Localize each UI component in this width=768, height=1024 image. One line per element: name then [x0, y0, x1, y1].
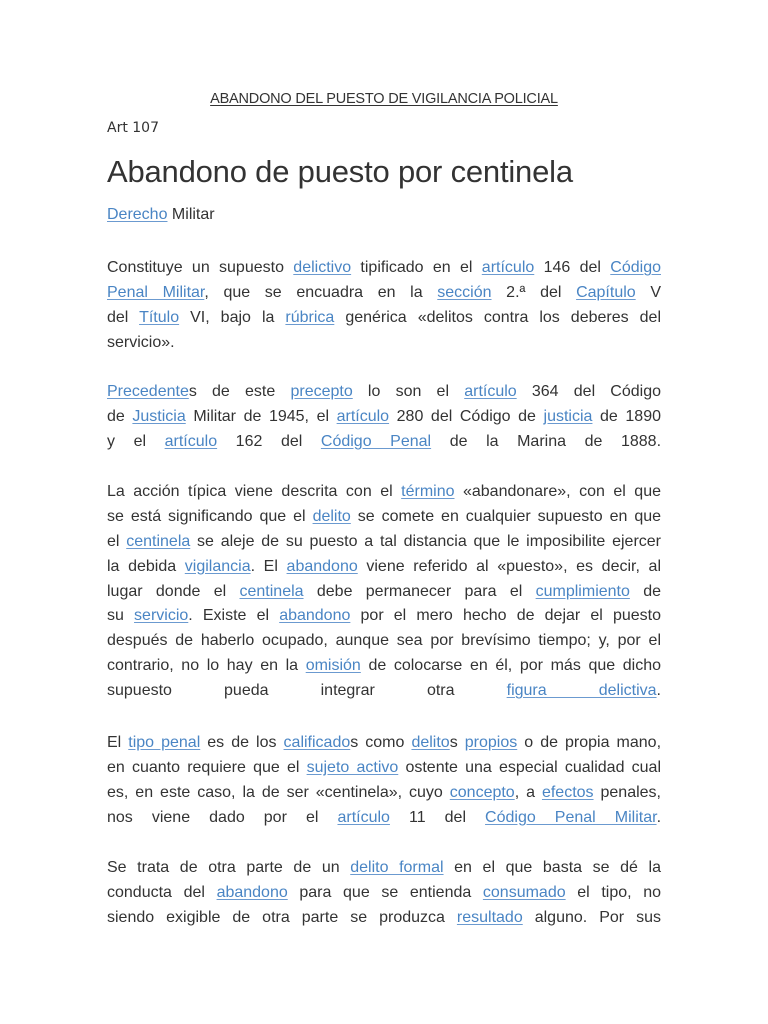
text-segment: después de haberlo ocupado, aunque sea por brevísimo tiempo; y, por el	[107, 632, 661, 650]
paragraph	[107, 480, 661, 704]
text-segment: V	[635, 283, 661, 301]
text-segment: Constituye un supuesto	[107, 259, 294, 276]
inline-link[interactable]: figura delictiva	[506, 682, 657, 700]
category-link[interactable]: Derecho	[107, 206, 168, 223]
text-line	[107, 480, 661, 505]
text-segment: ostente una especial cualidad cual	[398, 758, 661, 776]
text-segment: de la Marina de 1888.	[431, 432, 662, 450]
text-segment: contrario, no lo hay en la	[107, 657, 306, 675]
inline-link[interactable]: efectos	[541, 783, 594, 801]
text-line	[107, 430, 661, 455]
inline-link[interactable]: artículo	[336, 407, 390, 425]
text-segment: . El	[250, 557, 287, 575]
text-segment: s	[449, 734, 465, 751]
text-segment: se comete en cualquier supuesto en que	[350, 507, 662, 525]
text-segment: la debida	[107, 557, 185, 575]
text-segment: debe permanecer para el	[303, 582, 536, 600]
inline-link[interactable]: calificado	[283, 734, 351, 751]
text-line	[107, 731, 661, 756]
text-line	[107, 781, 661, 806]
category-text: Militar	[167, 206, 215, 223]
text-segment: 162 del	[217, 432, 321, 450]
inline-link[interactable]: Precedente	[107, 383, 189, 400]
text-line	[107, 380, 661, 405]
paragraph	[107, 731, 661, 831]
text-segment: La acción típica viene descrita con el	[107, 483, 402, 500]
text-segment: .	[656, 682, 661, 700]
text-segment: VI, bajo la	[179, 308, 286, 326]
category-line	[107, 206, 661, 224]
text-segment: viene referido al «puesto», es decir, al	[357, 557, 662, 575]
text-segment: Se trata de otra parte de un	[107, 859, 351, 876]
text-segment: del	[107, 308, 140, 326]
text-segment: o de propia mano,	[517, 734, 662, 751]
inline-link[interactable]: término	[401, 483, 455, 500]
inline-link[interactable]: artículo	[481, 259, 535, 276]
document-title: ABANDONO DEL PUESTO DE VIGILANCIA POLICIAL	[210, 91, 558, 107]
inline-link[interactable]: Código Penal Militar	[485, 808, 657, 826]
paragraph	[107, 380, 661, 455]
inline-link[interactable]: Título	[139, 308, 180, 326]
text-segment: conducta del	[107, 883, 217, 901]
text-segment: 2.ª del	[491, 283, 577, 301]
inline-link[interactable]: justicia	[543, 407, 593, 425]
inline-link[interactable]: Capítulo	[576, 283, 636, 301]
inline-link[interactable]: artículo	[164, 432, 218, 450]
page-heading: Abandono de puesto por centinela	[107, 154, 573, 189]
text-segment: por el mero hecho de dejar el puesto	[350, 607, 662, 625]
text-line	[107, 256, 661, 281]
text-line	[107, 654, 661, 679]
text-segment: en cuanto requiere que el	[107, 758, 307, 776]
text-segment: . Existe el	[188, 607, 280, 625]
text-segment: 146 del	[534, 259, 611, 276]
text-segment: , a	[514, 783, 542, 801]
text-segment: nos viene dado por el	[107, 808, 338, 826]
text-line	[107, 281, 661, 306]
article-number: Art 107	[107, 120, 159, 136]
text-segment: 11 del	[389, 808, 486, 826]
text-segment: tipificado en el	[351, 259, 482, 276]
text-segment: es, en este caso, la de ser «centinela», cuyo	[107, 783, 450, 801]
inline-link[interactable]: delito	[411, 734, 450, 751]
inline-link[interactable]: resultado	[456, 908, 523, 926]
inline-link[interactable]: precepto	[290, 383, 353, 400]
text-segment: , que se encuadra en la	[204, 283, 438, 301]
inline-link[interactable]: cumplimiento	[535, 582, 630, 600]
text-segment: siendo exigible de otra parte se produzca	[107, 908, 457, 926]
text-segment: se está significando que el	[107, 507, 313, 525]
text-segment: su	[107, 607, 135, 625]
text-line	[107, 555, 661, 580]
text-line	[107, 530, 661, 555]
text-segment: s como	[350, 734, 412, 751]
inline-link[interactable]: tipo penal	[128, 734, 201, 751]
text-segment: 280 del Código de	[389, 407, 544, 425]
text-line	[107, 306, 661, 331]
text-segment: el tipo, no	[565, 883, 662, 901]
inline-link[interactable]: abandono	[216, 883, 288, 901]
text-segment: alguno. Por sus	[522, 908, 661, 926]
text-line	[107, 906, 661, 931]
text-segment: lugar donde el	[107, 582, 240, 600]
text-segment: .	[656, 808, 662, 826]
inline-link[interactable]: abandono	[279, 607, 351, 625]
inline-link[interactable]: concepto	[449, 783, 515, 801]
inline-link[interactable]: Código Penal	[320, 432, 432, 450]
inline-link[interactable]: sección	[437, 283, 492, 301]
text-line	[107, 856, 661, 881]
inline-link[interactable]: propios	[464, 734, 518, 751]
inline-link[interactable]: centinela	[239, 582, 304, 600]
text-segment: Militar de 1945, el	[185, 407, 337, 425]
text-segment: de	[107, 407, 133, 425]
inline-link[interactable]: servicio	[134, 607, 189, 625]
text-segment: y el	[107, 432, 165, 450]
paragraph	[107, 856, 661, 931]
inline-link[interactable]: delictivo	[293, 259, 352, 276]
text-segment: en el que basta se dé la	[443, 859, 661, 876]
inline-link[interactable]: Penal Militar	[107, 283, 205, 301]
text-line	[107, 629, 661, 654]
text-segment: de 1890	[592, 407, 661, 425]
text-segment: se aleje de su puesto a tal distancia que le imposibilite ejercer	[190, 532, 661, 550]
inline-link[interactable]: consumado	[482, 883, 566, 901]
text-segment: de	[629, 582, 662, 600]
text-line	[107, 331, 661, 356]
text-line	[107, 806, 661, 831]
text-segment: «abandonare», con el que	[454, 483, 661, 500]
inline-link[interactable]: artículo	[464, 383, 517, 400]
text-segment: genérica «delitos contra los deberes del	[334, 308, 661, 326]
inline-link[interactable]: sujeto activo	[306, 758, 399, 776]
text-line	[107, 881, 661, 906]
text-line	[107, 679, 661, 704]
inline-link[interactable]: delito	[312, 507, 351, 525]
text-segment: es de los	[200, 734, 284, 751]
text-segment: servicio».	[107, 333, 175, 351]
inline-link[interactable]: rúbrica	[285, 308, 335, 326]
inline-link[interactable]: Justicia	[132, 407, 186, 425]
text-segment: de colocarse en él, por más que dicho	[360, 657, 662, 675]
inline-link[interactable]: centinela	[126, 532, 191, 550]
text-segment: s de este	[188, 383, 291, 400]
text-segment: El	[107, 734, 129, 751]
text-line	[107, 505, 661, 530]
text-segment: el	[107, 532, 127, 550]
text-line	[107, 756, 661, 781]
text-segment: para que se entienda	[287, 883, 483, 901]
inline-link[interactable]: delito formal	[350, 859, 444, 876]
text-line	[107, 580, 661, 605]
inline-link[interactable]: omisión	[305, 657, 361, 675]
inline-link[interactable]: abandono	[286, 557, 358, 575]
text-segment: lo son el	[352, 383, 465, 400]
inline-link[interactable]: vigilancia	[184, 557, 251, 575]
text-segment: 364 del Código	[516, 383, 662, 400]
inline-link[interactable]: artículo	[337, 808, 390, 826]
text-line	[107, 405, 661, 430]
inline-link[interactable]: Código	[610, 259, 661, 276]
text-line	[107, 604, 661, 629]
text-segment: supuesto pueda integrar otra	[107, 682, 507, 700]
paragraph	[107, 256, 661, 356]
text-segment: penales,	[593, 783, 661, 801]
